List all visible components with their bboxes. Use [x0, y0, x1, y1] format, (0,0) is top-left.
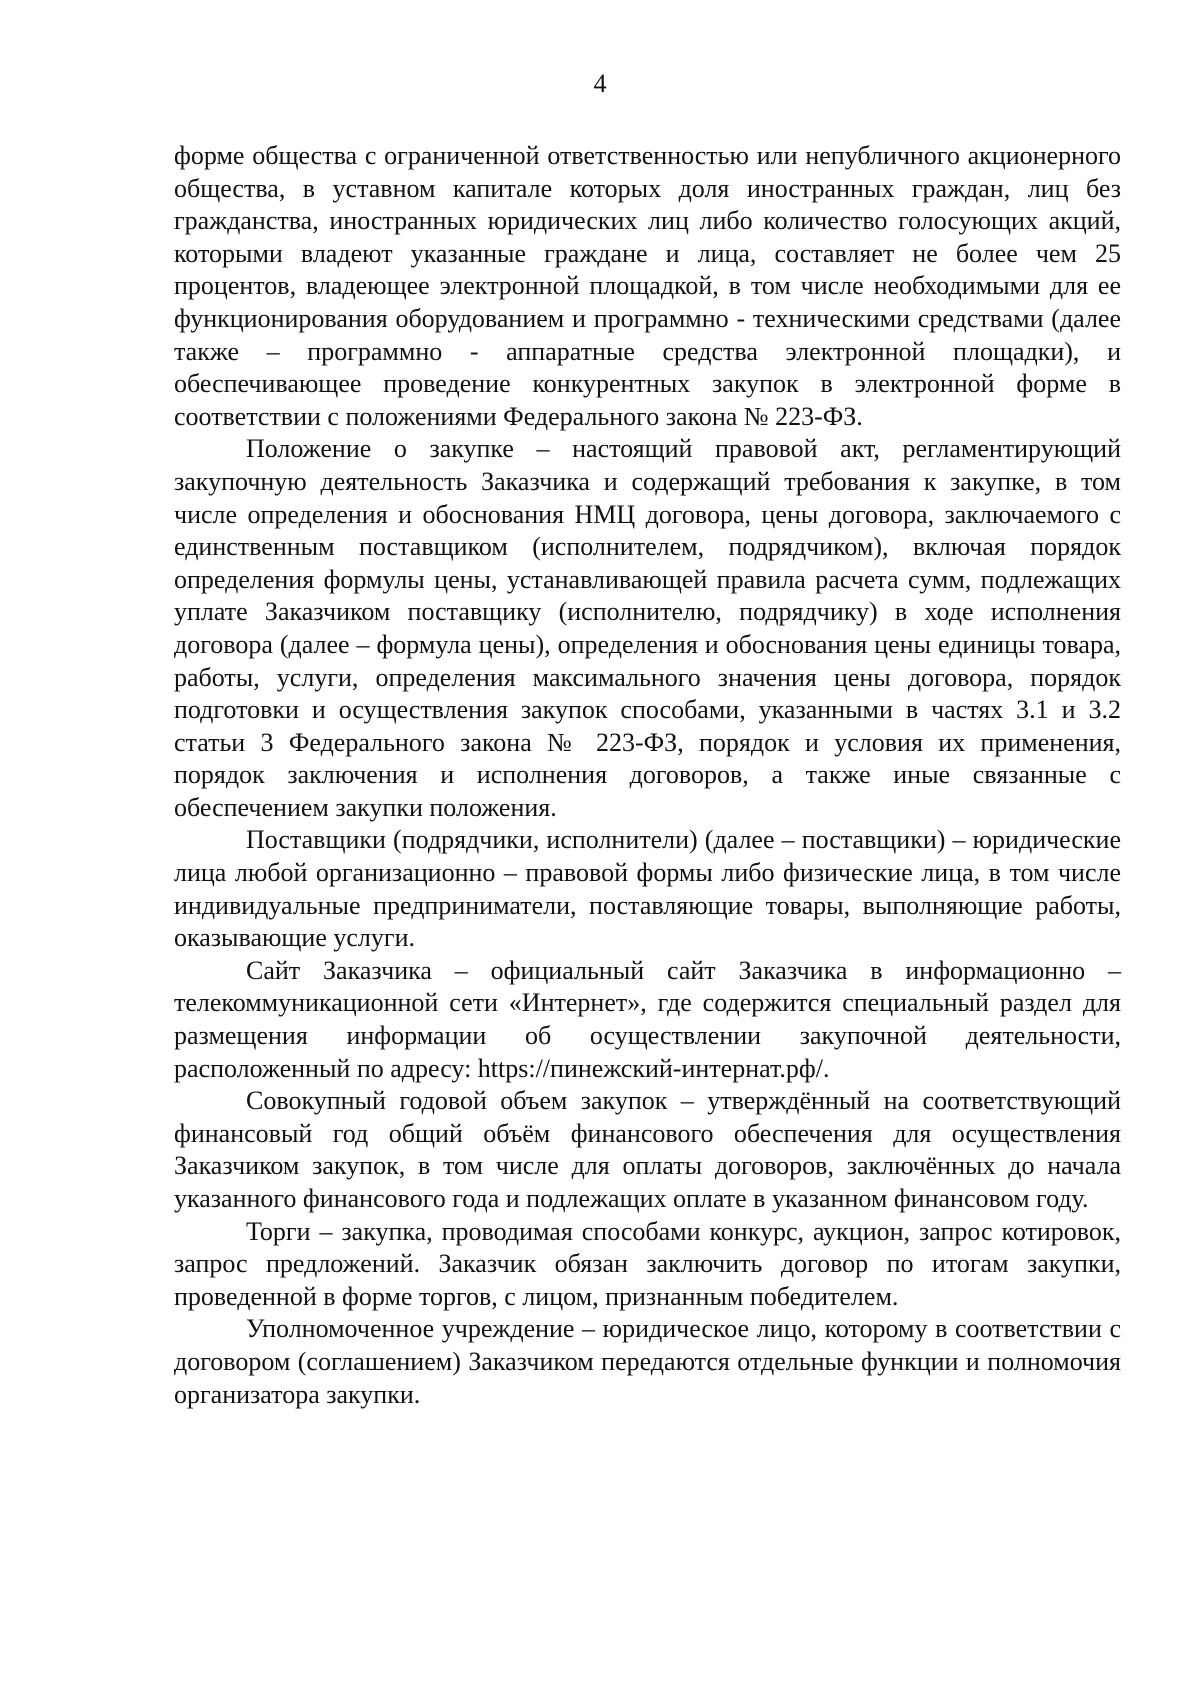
paragraph-upolnomochennoe-uchrezhdenie: Уполномоченное учреждение – юридическое лицо, которому в соответствии с договором (соглашением) Заказчиком передаются отдельные функции и полномочия организатора закупки.	[174, 1314, 1121, 1409]
paragraph-postavshchiki: Поставщики (подрядчики, исполнители) (далее – поставщики) – юридические лица любой организационно – правовой формы либо физические лица, в том числе индивидуальные предприниматели, поставляющие товары, выполняющие работы, оказывающие услуги.	[174, 825, 1121, 953]
paragraph-torgi: Торги – закупка, проводимая способами конкурс, аукцион, запрос котировок, запрос предложений. Заказчик обязан заключить договор по итогам закупки, проведенной в форме торгов, с лицом, признанным победителем.	[174, 1216, 1121, 1311]
page-number: 4	[593, 69, 607, 98]
paragraph-sovokupnyi-obem: Совокупный годовой объем закупок – утверждённый на соответствующий финансовый год общий объём финансового обеспечения для осуществления Заказчиком закупок, в том числе для оплаты договоров, заключённых до начала указанного финансового года и подлежащих оплате в указанном финансовом году.	[174, 1086, 1121, 1213]
document-body	[174, 140, 1121, 1411]
paragraph-continuation: форме общества с ограниченной ответственностью или непубличного акционерного общества, в уставном капитале которых доля иностранных граждан, лиц без гражданства, иностранных юридических лиц либо количество голосующих акций, которыми владеют указанные граждане и лица, составляет не более чем 25 процентов, владеющее электронной площадкой, в том числе необходимыми для ее функционирования оборудованием и программно - техническими средствами (далее также – программно - аппаратные средства электронной площадки), и обеспечивающее проведение конкурентных закупок в электронной форме в соответствии с положениями Федерального закона № 223-ФЗ.	[174, 141, 1121, 431]
paragraph-sait-zakazchika: Сайт Заказчика – официальный сайт Заказчика в информационно – телекоммуникационной сети «Интернет», где содержится специальный раздел для размещения информации об осуществлении закупочной деятельности, расположенный по адресу: https://пинежский-интернат.рф/.	[174, 955, 1121, 1083]
paragraph-polozhenie-o-zakupke: Положение о закупке – настоящий правовой акт, регламентирующий закупочную деятельность Заказчика и содержащий требования к закупке, в том числе определения и обоснования НМЦ договора, цены договора, заключаемого с единственным поставщиком (исполнителем, подрядчиком), включая порядок определения формулы цены, устанавливающей правила расчета сумм, подлежащих уплате Заказчиком поставщику (исполнителю, подрядчику) в ходе исполнения договора (далее – формула цены), определения и обоснования цены единицы товара, работы, услуги, определения максимального значения цены договора, порядок подготовки и осуществления закупок способами, указанными в частях 3.1 и 3.2 статьи 3 Федерального закона № 223-ФЗ, порядок и условия их применения, порядок заключения и исполнения договоров, а также иные связанные с обеспечением закупки положения.	[174, 434, 1121, 822]
